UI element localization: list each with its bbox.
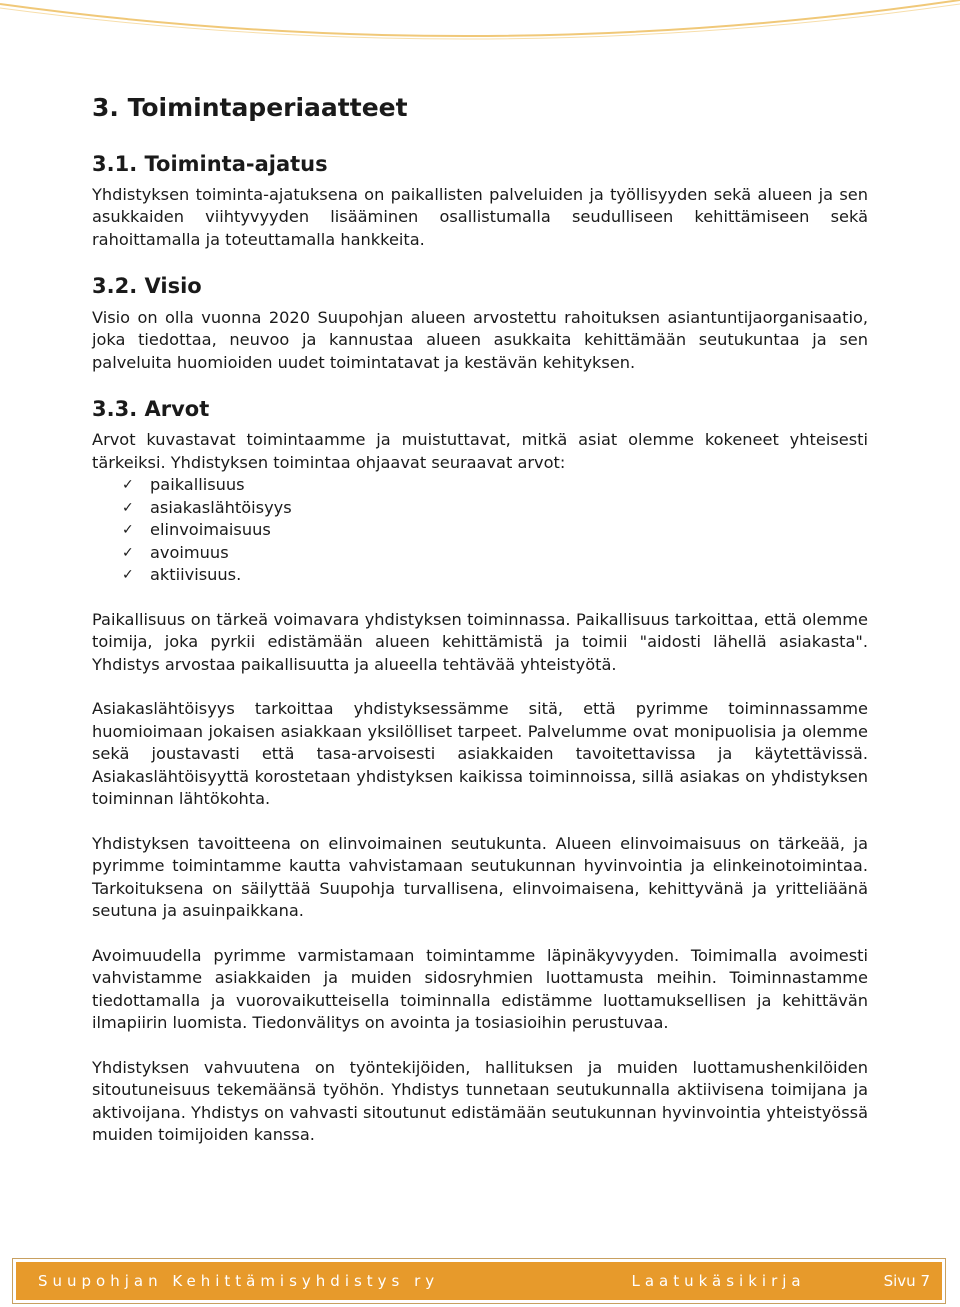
list-item: ✓ elinvoimaisuus (122, 519, 868, 542)
footer-organization: Suupohjan Kehittämisyhdistys ry (38, 1272, 440, 1290)
values-intro: Arvot kuvastavat toimintaamme ja muistuttavat, mitkä asiat olemme kokeneet yhteisesti tärkeiksi. Yhdistyksen toimintaa ohjaavat seuraavat arvot: (92, 430, 868, 472)
page-content (92, 92, 868, 1147)
list-item: ✓ avoimuus (122, 542, 868, 565)
page-footer (12, 1258, 946, 1304)
values-paragraph-avoimuus: Avoimuudella pyrimme varmistamaan toimintamme läpinäkyvyyden. Toimimalla avoimesti vahvistamme asiakkaiden ja muiden sidosryhmien luottamusta meihin. Toiminnastamme tiedottamalla ja vuorovaikutteisella toiminnalla edistämme luottamuksellisen ja kehittävän ilmapiirin luomista. Tiedonvälitys on avointa ja tosiasioihin perustuvaa. (92, 945, 868, 1033)
checkmark-icon: ✓ (122, 544, 134, 561)
decorative-header-curve (0, 0, 960, 60)
list-item: ✓ paikallisuus (122, 474, 868, 497)
values-paragraph-asiakaslahtoisyys: Asiakaslähtöisyys tarkoittaa yhdistyksessämme sitä, että pyrimme toiminnassamme huomioimaan jokaisen asiakkaan yksilölliset tarpeet. Palvelumme ovat monipuolisia ja olemme sekä joustavasti että tasa-arvoisesti asiakkaiden tavoitettavissa ja käytettävissä. Asiakaslähtöisyyttä korostetaan yhdistyksen kaikissa toiminnoissa, sillä asiakas on yhdistyksen toiminnan lähtökohta. (92, 699, 868, 809)
chapter-heading: 3. Toimintaperiaatteet (92, 93, 408, 122)
checkmark-icon: ✓ (122, 567, 134, 584)
values-paragraph-paikallisuus: Paikallisuus on tärkeä voimavara yhdistyksen toiminnassa. Paikallisuus tarkoittaa, että olemme toimija, joka pyrkii edistämään alueen kehittämistä ja toimii "aidosti lähellä asiakasta". Yhdistys arvostaa paikallisuutta ja alueella tehtävää yhteistyötä. (92, 609, 868, 674)
checkmark-icon: ✓ (122, 477, 134, 494)
section-paragraph: Visio on olla vuonna 2020 Suupohjan alueen arvostettu rahoituksen asiantuntijaorganisaatio, joka tiedottaa, neuvoo ja kannustaa alueen asukkaita kehittämään seutukuntaa ja sen palveluita huomioiden uudet toimintatavat ja kestävän kehityksen. (92, 307, 868, 372)
values-list (92, 474, 868, 587)
section-title-arvot: 3.3. Arvot (92, 397, 210, 422)
section-title-toiminta-ajatus: 3.1. Toiminta-ajatus (92, 151, 328, 176)
checkmark-icon: ✓ (122, 499, 134, 516)
section-title-visio: 3.2. Visio (92, 274, 202, 299)
footer-page-number: Sivu 7 (883, 1272, 930, 1290)
list-item: ✓ aktiivisuus. (122, 564, 868, 587)
footer-document-title: Laatukäsikirja (631, 1272, 806, 1290)
list-item: ✓ asiakaslähtöisyys (122, 497, 868, 520)
values-paragraph-elinvoimaisuus: Yhdistyksen tavoitteena on elinvoimainen seutukunta. Alueen elinvoimaisuus on tärkeää, ja pyrimme toimintamme kautta vahvistamaan seutukunnan hyvinvointia ja elinkeinotoimintaa. Tarkoituksena on säilyttää Suupohja turvallisena, elinvoimaisena, kehittyvänä ja yritteliäänä seutuna ja asuinpaikkana. (92, 833, 868, 921)
footer-bar (16, 1262, 942, 1300)
section-paragraph: Yhdistyksen toiminta-ajatuksena on paikallisten palveluiden ja työllisyyden sekä alueen ja sen asukkaiden viihtyvyyden lisääminen osallistumalla seudulliseen kehittämiseen sekä rahoittamalla ja toteuttamalla hankkeita. (92, 184, 868, 249)
checkmark-icon: ✓ (122, 522, 134, 539)
values-paragraph-aktiivisuus: Yhdistyksen vahvuutena on työntekijöiden, hallituksen ja muiden luottamushenkilöiden sitoutuneisuus tekemäänsä työhön. Yhdistys tunnetaan seutukunnalla aktiivisena toimijana ja aktivoijana. Yhdistys on vahvasti sitoutunut edistämään seutukunnan hyvinvointia yhteistyössä muiden toimijoiden kanssa. (92, 1057, 868, 1145)
